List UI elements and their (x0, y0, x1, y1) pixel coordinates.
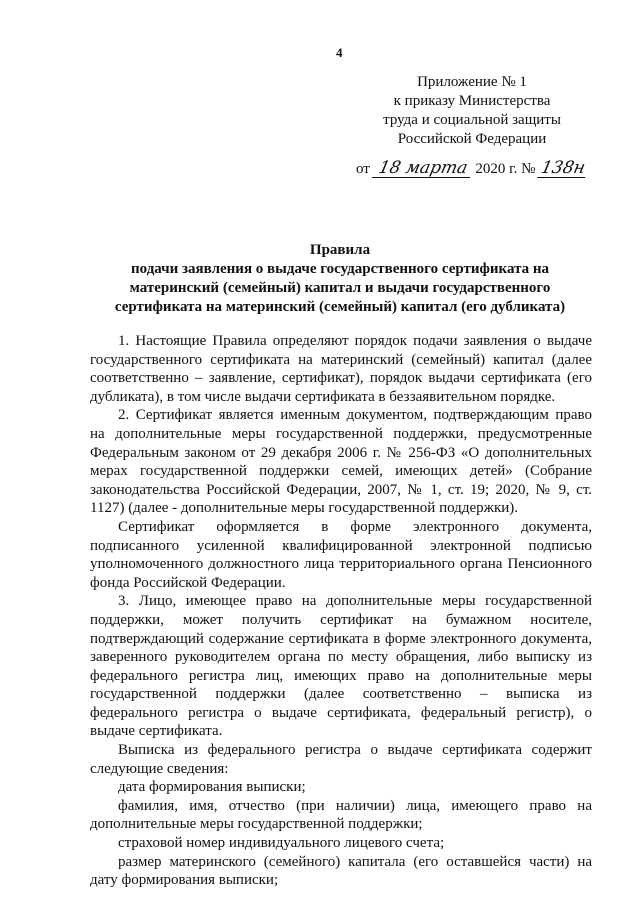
order-prefix: от (356, 161, 370, 177)
appendix-line: к приказу Министерства (393, 93, 551, 109)
paragraph: страховой номер индивидуального лицевого счета; (118, 835, 445, 852)
order-year: 2020 г. № (475, 161, 536, 177)
title-line: материнский (семейный) капитал и выдачи государственного (129, 280, 551, 296)
paragraph: 3. Лицо, имеющее право на дополнительные меры государственной поддержки, может получить сертификат на бумажном носителе, подтверждающий содержание сертификата в форме электронного документа, заверенного руководителем органа по месту обращения, либо выписку из федерального регистра лиц, имеющих право на дополнительные меры государственной поддержки (далее соответственно – выписка из федерального регистра о выдаче сертификата, федеральный регистр), о выдаче сертификата. (90, 593, 592, 740)
paragraph: фамилия, имя, отчество (при наличии) лица, имеющего право на дополнительные меры государственной поддержки; (90, 797, 592, 833)
document-title (100, 241, 580, 317)
appendix-line: труда и социальной защиты (383, 112, 561, 128)
page-number: 4 (336, 45, 343, 60)
handwritten-date: 18 марта (372, 159, 474, 178)
appendix-line: Приложение № 1 (417, 74, 527, 90)
paragraph: 1. Настоящие Правила определяют порядок подачи заявления о выдаче государственного сертификата на материнский (семейный) капитал (далее соответственно – заявление, сертификат), порядок выдачи сертификата (его дубликата), в том числе выдачи сертификата в беззаявительном порядке. (90, 333, 592, 405)
paragraph: размер материнского (семейного) капитала (его оставшейся части) на дату формирования выписки; (90, 853, 592, 889)
title-line: подачи заявления о выдаче государственного сертификата на (130, 261, 550, 277)
handwritten-order-number: 138н (537, 159, 589, 178)
paragraph: Выписка из федерального регистра о выдаче сертификата содержит следующие сведения: (90, 742, 592, 777)
title-line: сертификата на материнский (семейный) капитал (его дубликата) (114, 299, 566, 315)
appendix-line: Российской Федерации (397, 131, 547, 147)
title-heading: Правила (309, 242, 371, 258)
document-body (90, 332, 592, 890)
order-reference (356, 159, 587, 178)
paragraph: Сертификат оформляется в форме электронного документа, подписанного усиленной квалифицированной электронной подписью уполномоченного должностного лица территориального органа Пенсионного фонда Российской Федерации. (90, 518, 592, 591)
paragraph: 2. Сертификат является именным документом, подтверждающим право на дополнительные меры государственной поддержки, предусмотренные Федеральным законом от 29 декабря 2006 г. № 256-ФЗ «О дополнительных мерах государственной поддержки семей, имеющих детей» (Собрание законодательства Российской Федерации, 2007, № 1, ст. 19; 2020, № 9, ст. 1127) (далее - дополнительные меры государственной поддержки). (90, 407, 592, 517)
paragraph: дата формирования выписки; (118, 779, 306, 796)
appendix-header (372, 73, 572, 149)
